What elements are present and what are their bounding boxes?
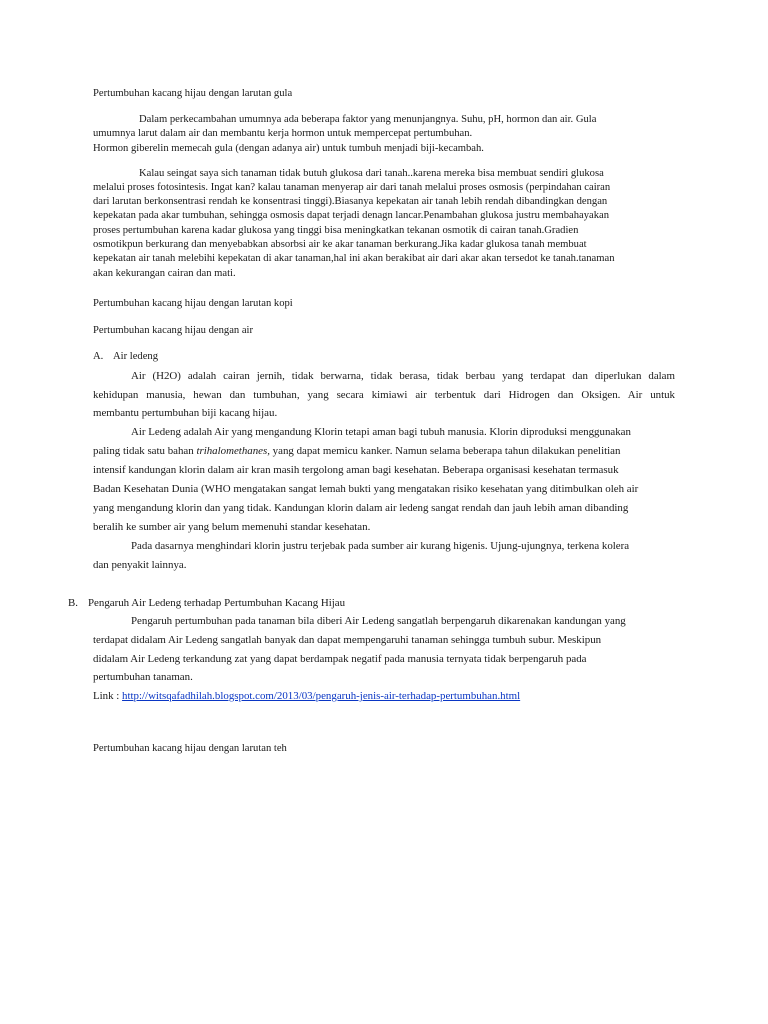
paragraph-line: kepekatan pada akar tumbuhan, sehingga osmosis dapat terjadi denagn lancar.Penambahan glukosa justru membahayakan [93,210,609,221]
paragraph-line: Air (H2O) adalah cairan jernih, tidak berwarna, tidak berasa, tidak berbau yang terdapat dan diperlukan dalam [131,370,675,382]
paragraph-line: kepekatan air tanah melebihi kepekatan di akar tanaman,hal ini akan berakibat air dari akar akan tersedot ke tanah.tanaman [93,253,615,264]
link-line [93,690,520,703]
section-b-title: Pengaruh Air Ledeng terhadap Pertumbuhan Kacang Hijau [88,597,346,609]
paragraph-line: Dalam perkecambahan umumnya ada beberapa faktor yang menunjangnya. Suhu, pH, hormon dan air. Gula [139,114,597,125]
paragraph-line: melalui proses fotosintesis. Ingat kan? kalau tanaman menyerap air dari tanah melalui proses osmosis (perpindahan cairan [93,182,611,193]
paragraph-line: yang mengandung klorin dan yang tidak. Kandungan klorin dalam air ledeng sangat rendah dan jauh lebih aman dibanding [93,502,629,514]
paragraph-line: osmotikpun berkurang dan menyebabkan absorbsi air ke akar tanaman berkurang.Jika kadar glukosa tanah membuat [93,239,587,250]
paragraph-line: pertumbuhan tanaman. [93,671,193,683]
paragraph-line: membantu pertumbuhan biji kacang hijau. [93,407,278,419]
paragraph-line [93,445,620,458]
paragraph-line: beralih ke sumber air yang belum memenuhi standar kesehatan. [93,521,371,533]
paragraph-line: Pengaruh pertumbuhan pada tanaman bila diberi Air Ledeng sangatlah berpengaruh dikarenakan kandungan yang [131,615,626,627]
text-run: paling tidak satu bahan [93,445,197,457]
paragraph-line: didalam Air Ledeng terkandung zat yang dapat berdampak negatif pada manusia ternyata tidak berpengaruh pada [93,653,587,665]
paragraph-line: Pada dasarnya menghindari klorin justru terjebak pada sumber air kurang higenis. Ujung-ujungnya, terkena kolera [131,540,630,552]
paragraph-line: akan kekurangan cairan dan mati. [93,268,236,279]
italic-term: trihalomethanes, [196,445,270,457]
heading-air: Pertumbuhan kacang hijau dengan air [93,325,254,336]
link-label: Link : [93,690,123,702]
paragraph-line: proses pertumbuhan karena kadar glukosa yang tinggi bisa meningkatkan tekanan osmotik di cairan tanah.Gradien [93,225,579,236]
paragraph-line: umumnya larut dalam air dan membantu kerja hormon untuk mempercepat pertumbuhan. [93,128,473,139]
paragraph-line: dan penyakit lainnya. [93,559,187,571]
paragraph-line: terdapat didalam Air Ledeng sangatlah banyak dan dapat mempengaruhi tanaman sehingga tumbuh subur. Meskipun [93,634,602,646]
list-marker-b: B. [68,597,78,609]
paragraph-line: Air Ledeng adalah Air yang mengandung Klorin tetapi aman bagi tubuh manusia. Klorin diproduksi menggunakan [131,426,631,438]
paragraph-line: Kalau seingat saya sich tanaman tidak butuh glukosa dari tanah..karena mereka bisa membuat sendiri glukosa [139,168,604,179]
text-run: yang dapat memicu kanker. Namun selama beberapa tahun dilakukan penelitian [269,445,621,457]
heading-larutan-kopi: Pertumbuhan kacang hijau dengan larutan kopi [93,298,293,309]
paragraph-line: Badan Kesehatan Dunia (WHO mengatakan sangat lemah bukti yang mengatakan risiko kesehatan yang ditimbulkan oleh air [93,483,639,495]
heading-larutan-teh: Pertumbuhan kacang hijau dengan larutan teh [93,743,287,754]
section-a-title: Air ledeng [113,351,159,362]
paragraph-line: intensif kandungan klorin dalam air kran masih tergolong aman bagi kesehatan. Beberapa organisasi kesehatan termasuk [93,464,619,476]
paragraph-line: dari larutan berkonsentrasi rendah ke konsentrasi tinggi).Biasanya kepekatan air tanah lebih rendah dibandingkan dengan [93,196,608,207]
list-marker-a: A. [93,351,104,362]
paragraph-line: kehidupan manusia, hewan dan tumbuhan, yang secara kimiawi air terbentuk dari Hidrogen dan Oksigen. Air untuk [93,389,675,401]
paragraph-line: Hormon giberelin memecah gula (dengan adanya air) untuk tumbuh menjadi biji-kecambah. [93,143,484,154]
source-link[interactable]: http://witsqafadhilah.blogspot.com/2013/03/pengaruh-jenis-air-terhadap-pertumbuhan.html [122,690,521,702]
heading-larutan-gula: Pertumbuhan kacang hijau dengan larutan gula [93,88,293,99]
